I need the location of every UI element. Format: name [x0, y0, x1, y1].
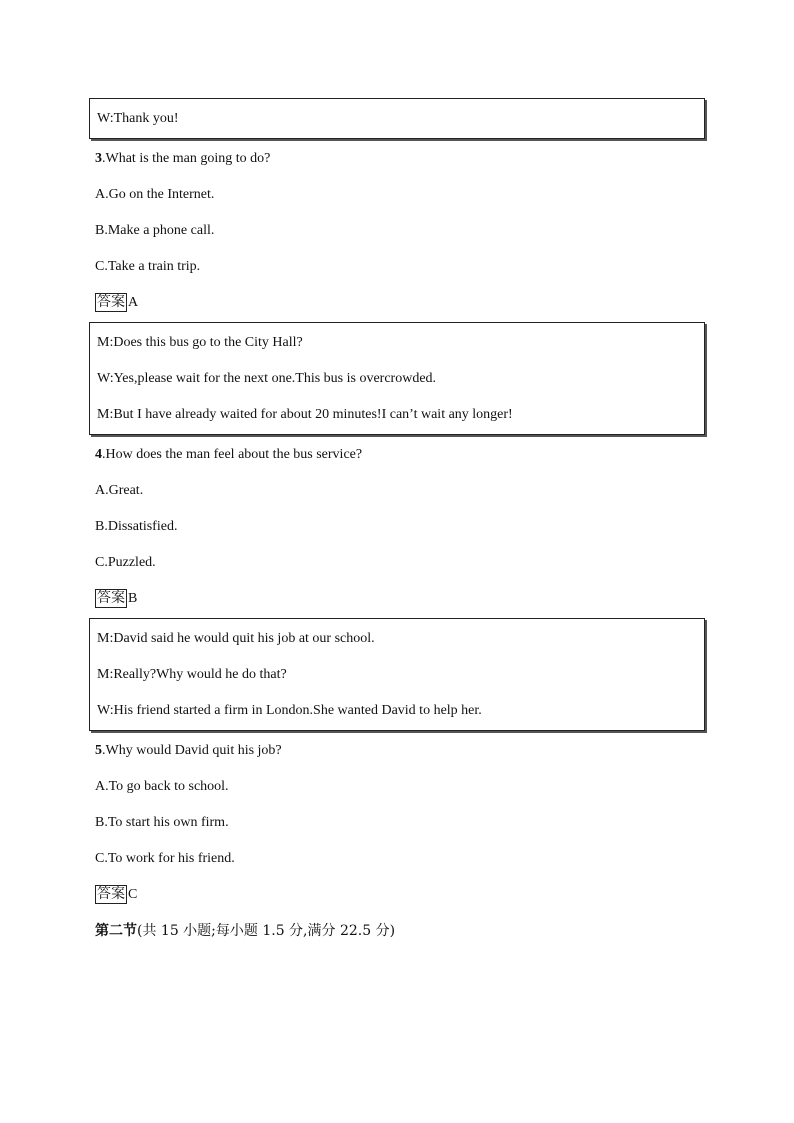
answer-label: 答案	[97, 294, 125, 310]
answer-label: 答案	[97, 886, 125, 902]
answer-value: C	[128, 887, 138, 902]
answer-value: B	[128, 591, 138, 606]
dialogue-line: M:Really?Why would he do that?	[97, 667, 287, 682]
answer-row	[95, 885, 137, 904]
dialogue-box-1	[89, 98, 705, 139]
question-number: 3	[95, 151, 102, 166]
dialogue-line: W:His friend started a firm in London.She wanted David to help her.	[97, 703, 482, 718]
dialogue-line: W:Yes,please wait for the next one.This bus is overcrowded.	[97, 371, 437, 386]
question-5	[95, 742, 282, 760]
option-a: A.Go on the Internet.	[95, 187, 215, 202]
question-text: .What is the man going to do?	[102, 151, 271, 166]
question-number: 4	[95, 447, 102, 462]
section-title: 第二节	[95, 923, 137, 939]
answer-row	[95, 589, 137, 608]
dialogue-line: M:But I have already waited for about 20 minutes!I can’t wait any longer!	[97, 407, 513, 422]
option-c: C.Puzzled.	[95, 555, 156, 570]
option-a: A.To go back to school.	[95, 779, 229, 794]
section-detail: (共 15 小题;每小题 1.5 分,满分 22.5 分)	[137, 923, 396, 939]
question-text: .How does the man feel about the bus service?	[102, 447, 363, 462]
answer-row	[95, 293, 138, 312]
section-heading	[95, 922, 395, 940]
dialogue-line: M:Does this bus go to the City Hall?	[97, 335, 303, 350]
dialogue-box-2	[89, 322, 705, 435]
question-text: .Why would David quit his job?	[102, 743, 282, 758]
option-b: B.Make a phone call.	[95, 223, 215, 238]
answer-value: A	[128, 295, 139, 310]
answer-label: 答案	[97, 590, 125, 606]
question-number: 5	[95, 743, 102, 758]
option-b: B.Dissatisfied.	[95, 519, 178, 534]
option-b: B.To start his own firm.	[95, 815, 229, 830]
option-a: A.Great.	[95, 483, 144, 498]
option-c: C.Take a train trip.	[95, 259, 201, 274]
option-c: C.To work for his friend.	[95, 851, 235, 866]
dialogue-line: M:David said he would quit his job at our school.	[97, 631, 375, 646]
dialogue-line: W:Thank you!	[97, 111, 179, 126]
dialogue-box-3	[89, 618, 705, 731]
question-3	[95, 150, 270, 168]
question-4	[95, 446, 362, 464]
